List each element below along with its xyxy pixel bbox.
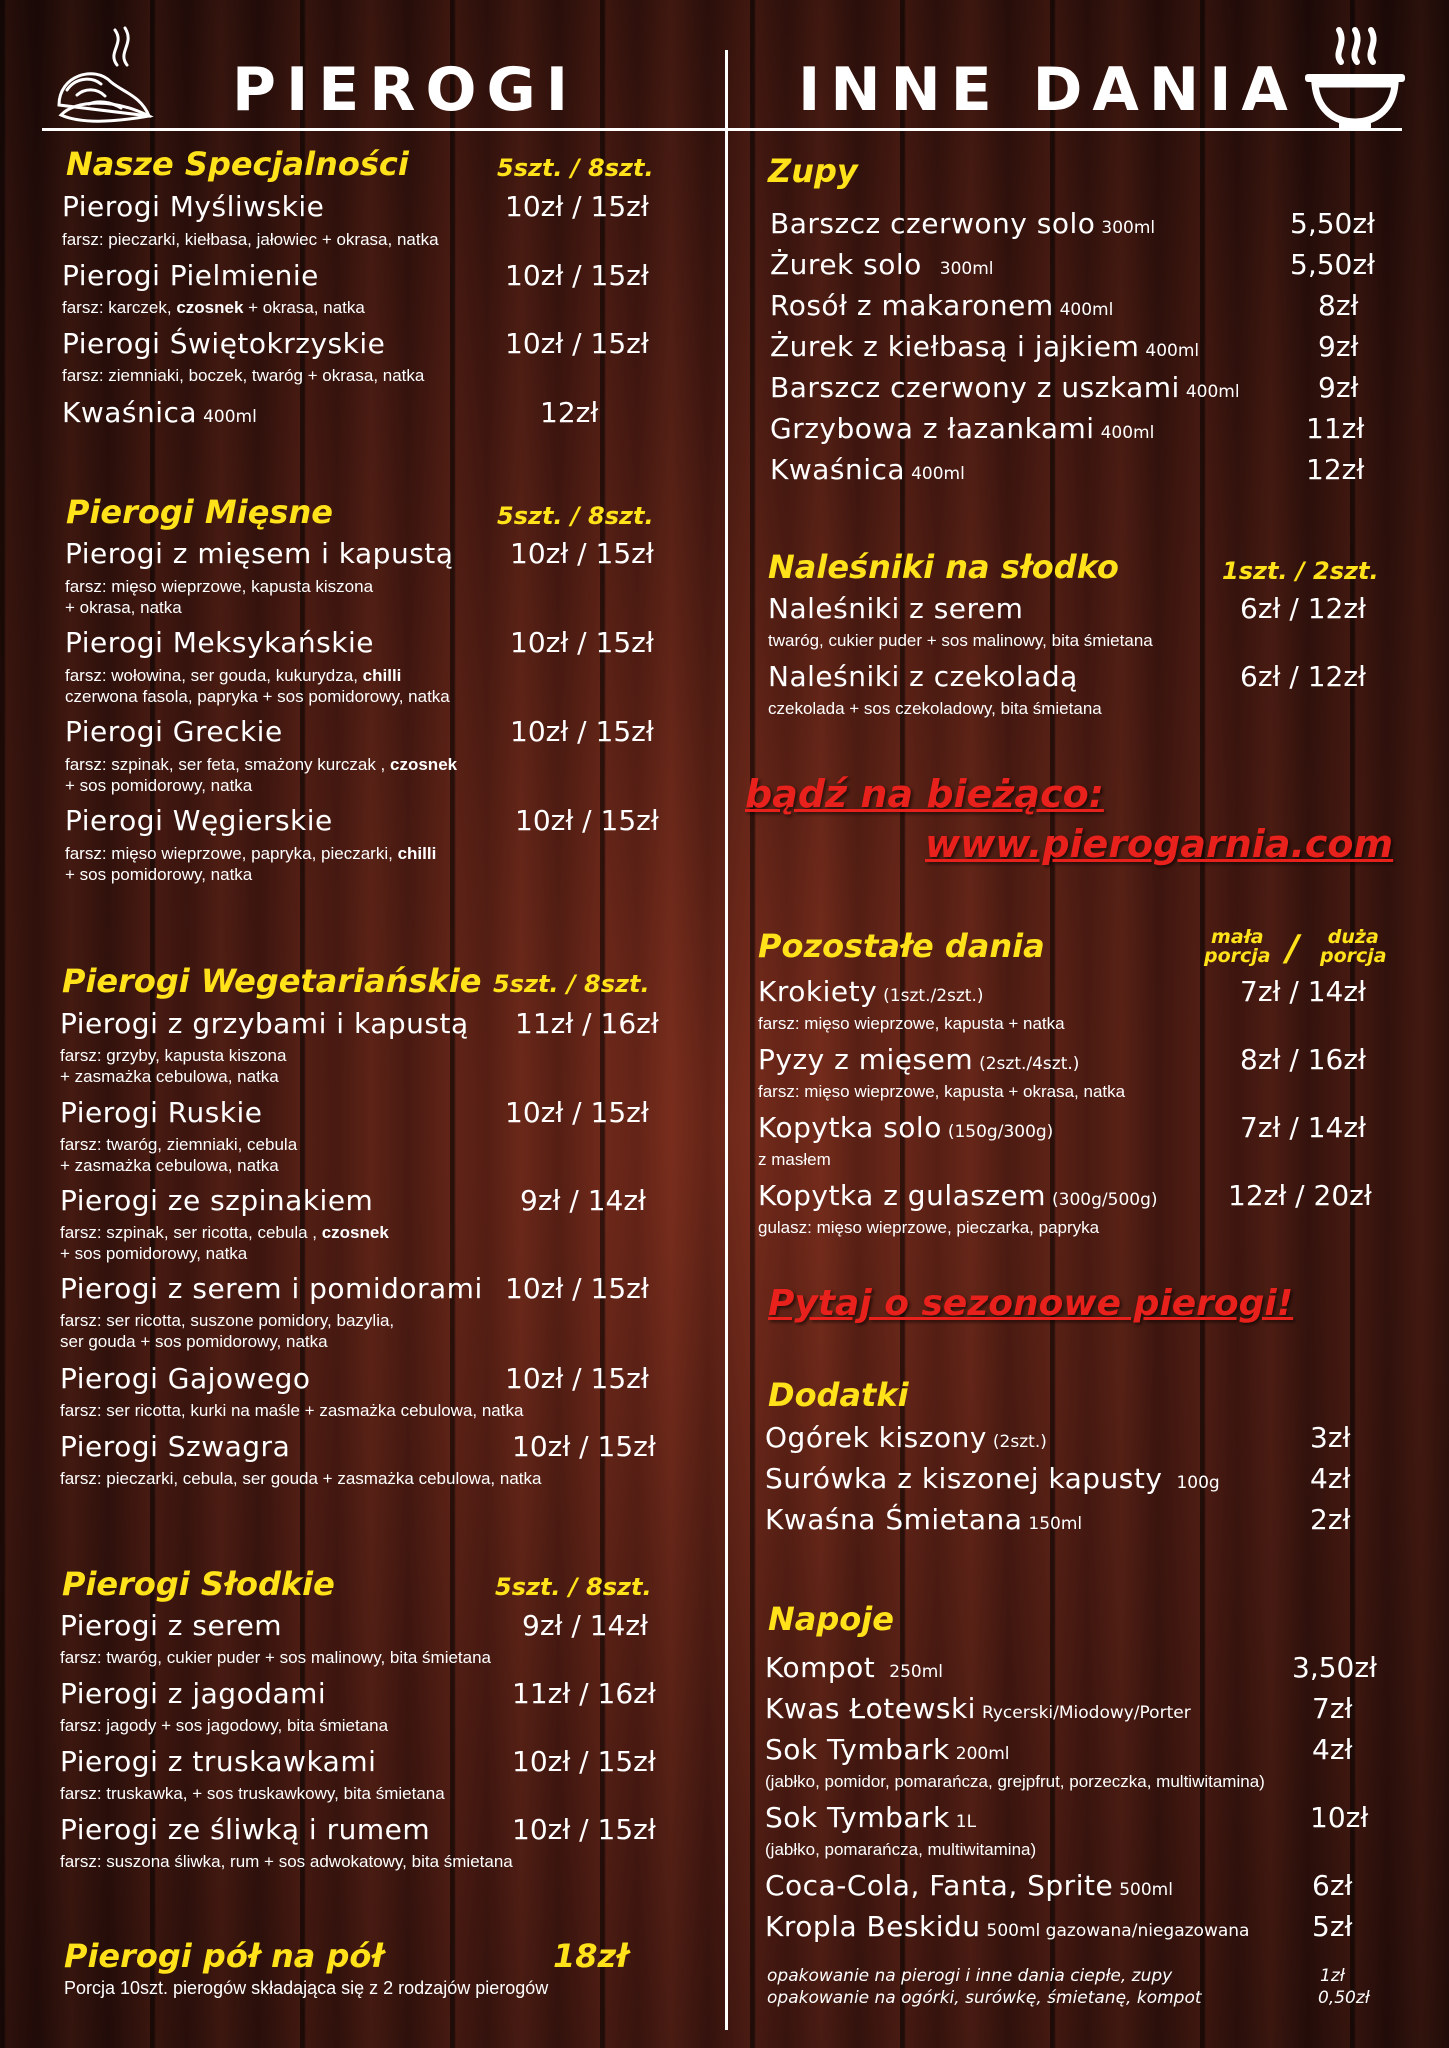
menu-item-desc: farsz: ziemniaki, boczek, twaróg + okrasa, natka	[62, 366, 425, 385]
menu-item-price: 10zł	[1310, 1801, 1369, 1834]
menu-item-price: 8zł	[1318, 289, 1359, 322]
menu-item-name: Pierogi Greckie	[65, 715, 283, 748]
menu-item-name: Barszcz czerwony z uszkami 400ml	[770, 371, 1240, 404]
sezonowe-promo: Pytaj o sezonowe pierogi!	[768, 1283, 1294, 1324]
menu-item-name: Pierogi Gajowego	[60, 1362, 311, 1395]
menu-item-price: 10zł / 15zł	[512, 1745, 656, 1778]
menu-item-price: 9zł	[1318, 330, 1359, 363]
menu-item-desc: + sos pomidorowy, natka	[65, 865, 253, 884]
menu-item-price: 6zł / 12zł	[1240, 660, 1366, 693]
menu-item-price: 8zł / 16zł	[1240, 1043, 1366, 1076]
menu-item-desc: farsz: twaróg, cukier puder + sos malinowy, bita śmietana	[60, 1648, 492, 1667]
pierogi-header-title: PIEROGI	[232, 55, 579, 125]
menu-item-name: Kwaśnica 400ml	[62, 396, 257, 429]
pol-na-pol-price: 18zł	[553, 1937, 629, 1975]
menu-item-name: Barszcz czerwony solo 300ml	[770, 207, 1156, 240]
menu-item-price: 10zł / 15zł	[505, 327, 649, 360]
portion-label-large: duża porcja	[1320, 926, 1387, 967]
menu-item-price: 11zł / 16zł	[512, 1677, 656, 1710]
menu-item-name: Pierogi z mięsem i kapustą	[65, 537, 454, 570]
menu-item-price: 10zł / 15zł	[515, 804, 659, 837]
menu-item-desc: farsz: szpinak, ser feta, smażony kurczak , czosnek	[65, 755, 458, 774]
menu-item-name: Kwaśna Śmietana 150ml	[765, 1503, 1083, 1536]
packaging-note-hot: opakowanie na pierogi i inne dania ciepłe, zupy	[767, 1966, 1173, 1986]
promo-website-link[interactable]: www.pierogarnia.com	[925, 822, 1394, 866]
nalesniki-note: 1szt. / 2szt.	[1222, 557, 1379, 585]
menu-item-price: 5zł	[1312, 1910, 1353, 1943]
menu-item-price: 6zł / 12zł	[1240, 592, 1366, 625]
menu-item-price: 10zł / 15zł	[505, 259, 649, 292]
menu-item-desc: farsz: mięso wieprzowe, papryka, pieczarki, chilli	[65, 844, 437, 863]
slodkie-note: 5szt. / 8szt.	[495, 1573, 652, 1601]
portion-label-small: mała porcja	[1204, 926, 1271, 967]
menu-item-desc: farsz: pieczarki, kiełbasa, jałowiec + okrasa, natka	[62, 230, 439, 249]
menu-item-name: Pierogi z serem	[60, 1609, 283, 1642]
menu-item-name: Sok Tymbark 200ml	[765, 1733, 1010, 1766]
menu-item-price: 10zł / 15zł	[505, 1096, 649, 1129]
menu-item-desc: gulasz: mięso wieprzowe, pieczarka, papryka	[758, 1218, 1100, 1237]
pol-na-pol-title: Pierogi pół na pół	[64, 1937, 384, 1975]
menu-item-price: 9zł / 14zł	[520, 1184, 646, 1217]
menu-item-desc: farsz: wołowina, ser gouda, kukurydza, chilli	[65, 666, 402, 685]
wegetarianskie-note: 5szt. / 8szt.	[493, 970, 650, 998]
menu-item-desc: farsz: mięso wieprzowe, kapusta + natka	[758, 1014, 1065, 1033]
zupy-title: Zupy	[768, 152, 858, 190]
menu-item-name: Naleśniki z serem	[768, 592, 1024, 625]
menu-item-desc: + sos pomidorowy, natka	[65, 776, 253, 795]
menu-item-price: 5,50zł	[1290, 207, 1375, 240]
menu-item-desc: farsz: szpinak, ser ricotta, cebula , czosnek	[60, 1223, 389, 1242]
menu-item-price: 10zł / 15zł	[505, 1272, 649, 1305]
menu-item-desc: farsz: suszona śliwka, rum + sos adwokatowy, bita śmietana	[60, 1852, 513, 1871]
pozostale-title: Pozostałe dania	[758, 927, 1045, 965]
menu-item-price: 10zł / 15zł	[505, 1362, 649, 1395]
packaging-price-hot: 1zł	[1320, 1966, 1345, 1986]
menu-item-desc: + zasmażka cebulowa, natka	[60, 1067, 279, 1086]
menu-item-name: Pierogi z jagodami	[60, 1677, 327, 1710]
menu-item-name: Kopytka z gulaszem (300g/500g)	[758, 1179, 1158, 1212]
menu-item-price: 10zł / 15zł	[510, 626, 654, 659]
menu-item-price: 5,50zł	[1290, 248, 1375, 281]
menu-item-price: 10zł / 15zł	[510, 537, 654, 570]
menu-item-price: 9zł / 14zł	[522, 1609, 648, 1642]
menu-item-price: 10zł / 15zł	[512, 1430, 656, 1463]
menu-item-name: Sok Tymbark 1L	[765, 1801, 977, 1834]
menu-item-price: 9zł	[1318, 371, 1359, 404]
menu-item-name: Pierogi Meksykańskie	[65, 626, 374, 659]
menu-item-desc: + zasmażka cebulowa, natka	[60, 1156, 279, 1175]
menu-item-desc: + sos pomidorowy, natka	[60, 1244, 248, 1263]
header-rule	[42, 128, 1402, 131]
portion-slash: /	[1286, 928, 1300, 969]
menu-item-desc: farsz: pieczarki, cebula, ser gouda + zasmażka cebulowa, natka	[60, 1469, 542, 1488]
napoje-title: Napoje	[768, 1600, 894, 1638]
specjalnosci-title: Nasze Specjalności	[66, 145, 409, 183]
specjalnosci-note: 5szt. / 8szt.	[497, 154, 654, 182]
menu-item-name: Kwas Łotewski Rycerski/Miodowy/Porter	[765, 1692, 1191, 1725]
menu-item-name: Rosół z makaronem 400ml	[770, 289, 1114, 322]
menu-item-name: Żurek z kiełbasą i jajkiem 400ml	[770, 330, 1200, 363]
menu-item-name: Naleśniki z czekoladą	[768, 660, 1078, 693]
menu-item-price: 12zł	[540, 396, 599, 429]
menu-item-desc: farsz: jagody + sos jagodowy, bita śmietana	[60, 1716, 389, 1735]
menu-item-desc: farsz: ser ricotta, kurki na maśle + zasmażka cebulowa, natka	[60, 1401, 524, 1420]
menu-item-price: 10zł / 15zł	[512, 1813, 656, 1846]
menu-item-desc: czekolada + sos czekoladowy, bita śmietana	[768, 699, 1102, 718]
menu-item-name: Kwaśnica 400ml	[770, 453, 965, 486]
menu-item-desc: z masłem	[758, 1150, 831, 1169]
menu-item-desc: farsz: mięso wieprzowe, kapusta + okrasa, natka	[758, 1082, 1126, 1101]
menu-item-price: 7zł / 14zł	[1240, 975, 1366, 1008]
menu-item-price: 6zł	[1312, 1869, 1353, 1902]
menu-item-desc: czerwona fasola, papryka + sos pomidorowy, natka	[65, 687, 450, 706]
menu-item-name: Pierogi Myśliwskie	[62, 190, 325, 223]
menu-item-price: 12zł / 20zł	[1228, 1179, 1372, 1212]
menu-item-desc: (jabłko, pomarańcza, multiwitamina)	[765, 1840, 1037, 1859]
miesne-note: 5szt. / 8szt.	[497, 502, 654, 530]
menu-item-name: Kropla Beskidu 500ml gazowana/niegazowana	[765, 1910, 1250, 1943]
menu-item-name: Pierogi Ruskie	[60, 1096, 263, 1129]
packaging-price-cold: 0,50zł	[1318, 1988, 1370, 2008]
menu-item-desc: (jabłko, pomidor, pomarańcza, grejpfrut, porzeczka, multiwitamina)	[765, 1772, 1265, 1791]
menu-item-desc: farsz: mięso wieprzowe, kapusta kiszona	[65, 577, 374, 596]
miesne-title: Pierogi Mięsne	[66, 493, 333, 531]
promo-line1: bądź na bieżąco:	[745, 772, 1104, 816]
menu-item-name: Żurek solo 300ml	[770, 248, 994, 281]
menu-item-name: Pierogi ze szpinakiem	[60, 1184, 374, 1217]
menu-item-name: Kopytka solo (150g/300g)	[758, 1111, 1054, 1144]
menu-item-price: 7zł	[1312, 1692, 1353, 1725]
menu-item-name: Pierogi z serem i pomidorami	[60, 1272, 483, 1305]
menu-item-price: 4zł	[1312, 1733, 1353, 1766]
menu-item-price: 12zł	[1306, 453, 1365, 486]
menu-item-desc: farsz: karczek, czosnek + okrasa, natka	[62, 298, 365, 317]
column-divider	[725, 50, 728, 2030]
menu-item-price: 3zł	[1310, 1421, 1351, 1454]
menu-item-name: Grzybowa z łazankami 400ml	[770, 412, 1155, 445]
menu-item-name: Pierogi Węgierskie	[65, 804, 333, 837]
dodatki-title: Dodatki	[768, 1376, 909, 1414]
menu-item-name: Pierogi z truskawkami	[60, 1745, 377, 1778]
nalesniki-title: Naleśniki na słodko	[768, 548, 1119, 586]
menu-item-desc: + okrasa, natka	[65, 598, 182, 617]
pol-na-pol-desc: Porcja 10szt. pierogów składająca się z 2 rodzajów pierogów	[64, 1978, 549, 1998]
menu-item-name: Pierogi Szwagra	[60, 1430, 291, 1463]
menu-item-name: Pierogi Świętokrzyskie	[62, 327, 386, 360]
soup-bowl-icon	[1303, 22, 1408, 132]
menu-item-price: 10zł / 15zł	[510, 715, 654, 748]
dumpling-steam-icon	[55, 20, 155, 125]
menu-item-desc: farsz: twaróg, ziemniaki, cebula	[60, 1135, 298, 1154]
inne-dania-header-title: INNE DANIA	[798, 55, 1298, 125]
menu-item-desc: farsz: truskawka, + sos truskawkowy, bita śmietana	[60, 1784, 445, 1803]
slodkie-title: Pierogi Słodkie	[62, 1565, 335, 1603]
menu-item-name: Kompot 250ml	[765, 1651, 943, 1684]
wegetarianskie-title: Pierogi Wegetariańskie	[62, 962, 482, 1000]
menu-item-price: 4zł	[1310, 1462, 1351, 1495]
menu-item-desc: twaróg, cukier puder + sos malinowy, bita śmietana	[768, 631, 1153, 650]
menu-item-desc: ser gouda + sos pomidorowy, natka	[60, 1332, 328, 1351]
menu-item-name: Coca-Cola, Fanta, Sprite 500ml	[765, 1869, 1173, 1902]
menu-item-name: Pyzy z mięsem (2szt./4szt.)	[758, 1043, 1080, 1076]
menu-item-desc: farsz: ser ricotta, suszone pomidory, bazylia,	[60, 1311, 395, 1330]
menu-item-price: 11zł	[1306, 412, 1365, 445]
menu-item-name: Krokiety (1szt./2szt.)	[758, 975, 984, 1008]
menu-item-name: Pierogi z grzybami i kapustą	[60, 1007, 469, 1040]
menu-item-desc: farsz: grzyby, kapusta kiszona	[60, 1046, 287, 1065]
menu-item-price: 3,50zł	[1292, 1651, 1377, 1684]
menu-item-price: 7zł / 14zł	[1240, 1111, 1366, 1144]
menu-item-name: Pierogi Pielmienie	[62, 259, 319, 292]
menu-item-name: Ogórek kiszony (2szt.)	[765, 1421, 1047, 1454]
menu-item-name: Pierogi ze śliwką i rumem	[60, 1813, 431, 1846]
menu-item-price: 2zł	[1310, 1503, 1351, 1536]
menu-item-price: 11zł / 16zł	[515, 1007, 659, 1040]
menu-item-price: 10zł / 15zł	[505, 190, 649, 223]
packaging-note-cold: opakowanie na ogórki, surówkę, śmietanę, kompot	[767, 1988, 1202, 2008]
menu-item-name: Surówka z kiszonej kapusty 100g	[765, 1462, 1220, 1495]
